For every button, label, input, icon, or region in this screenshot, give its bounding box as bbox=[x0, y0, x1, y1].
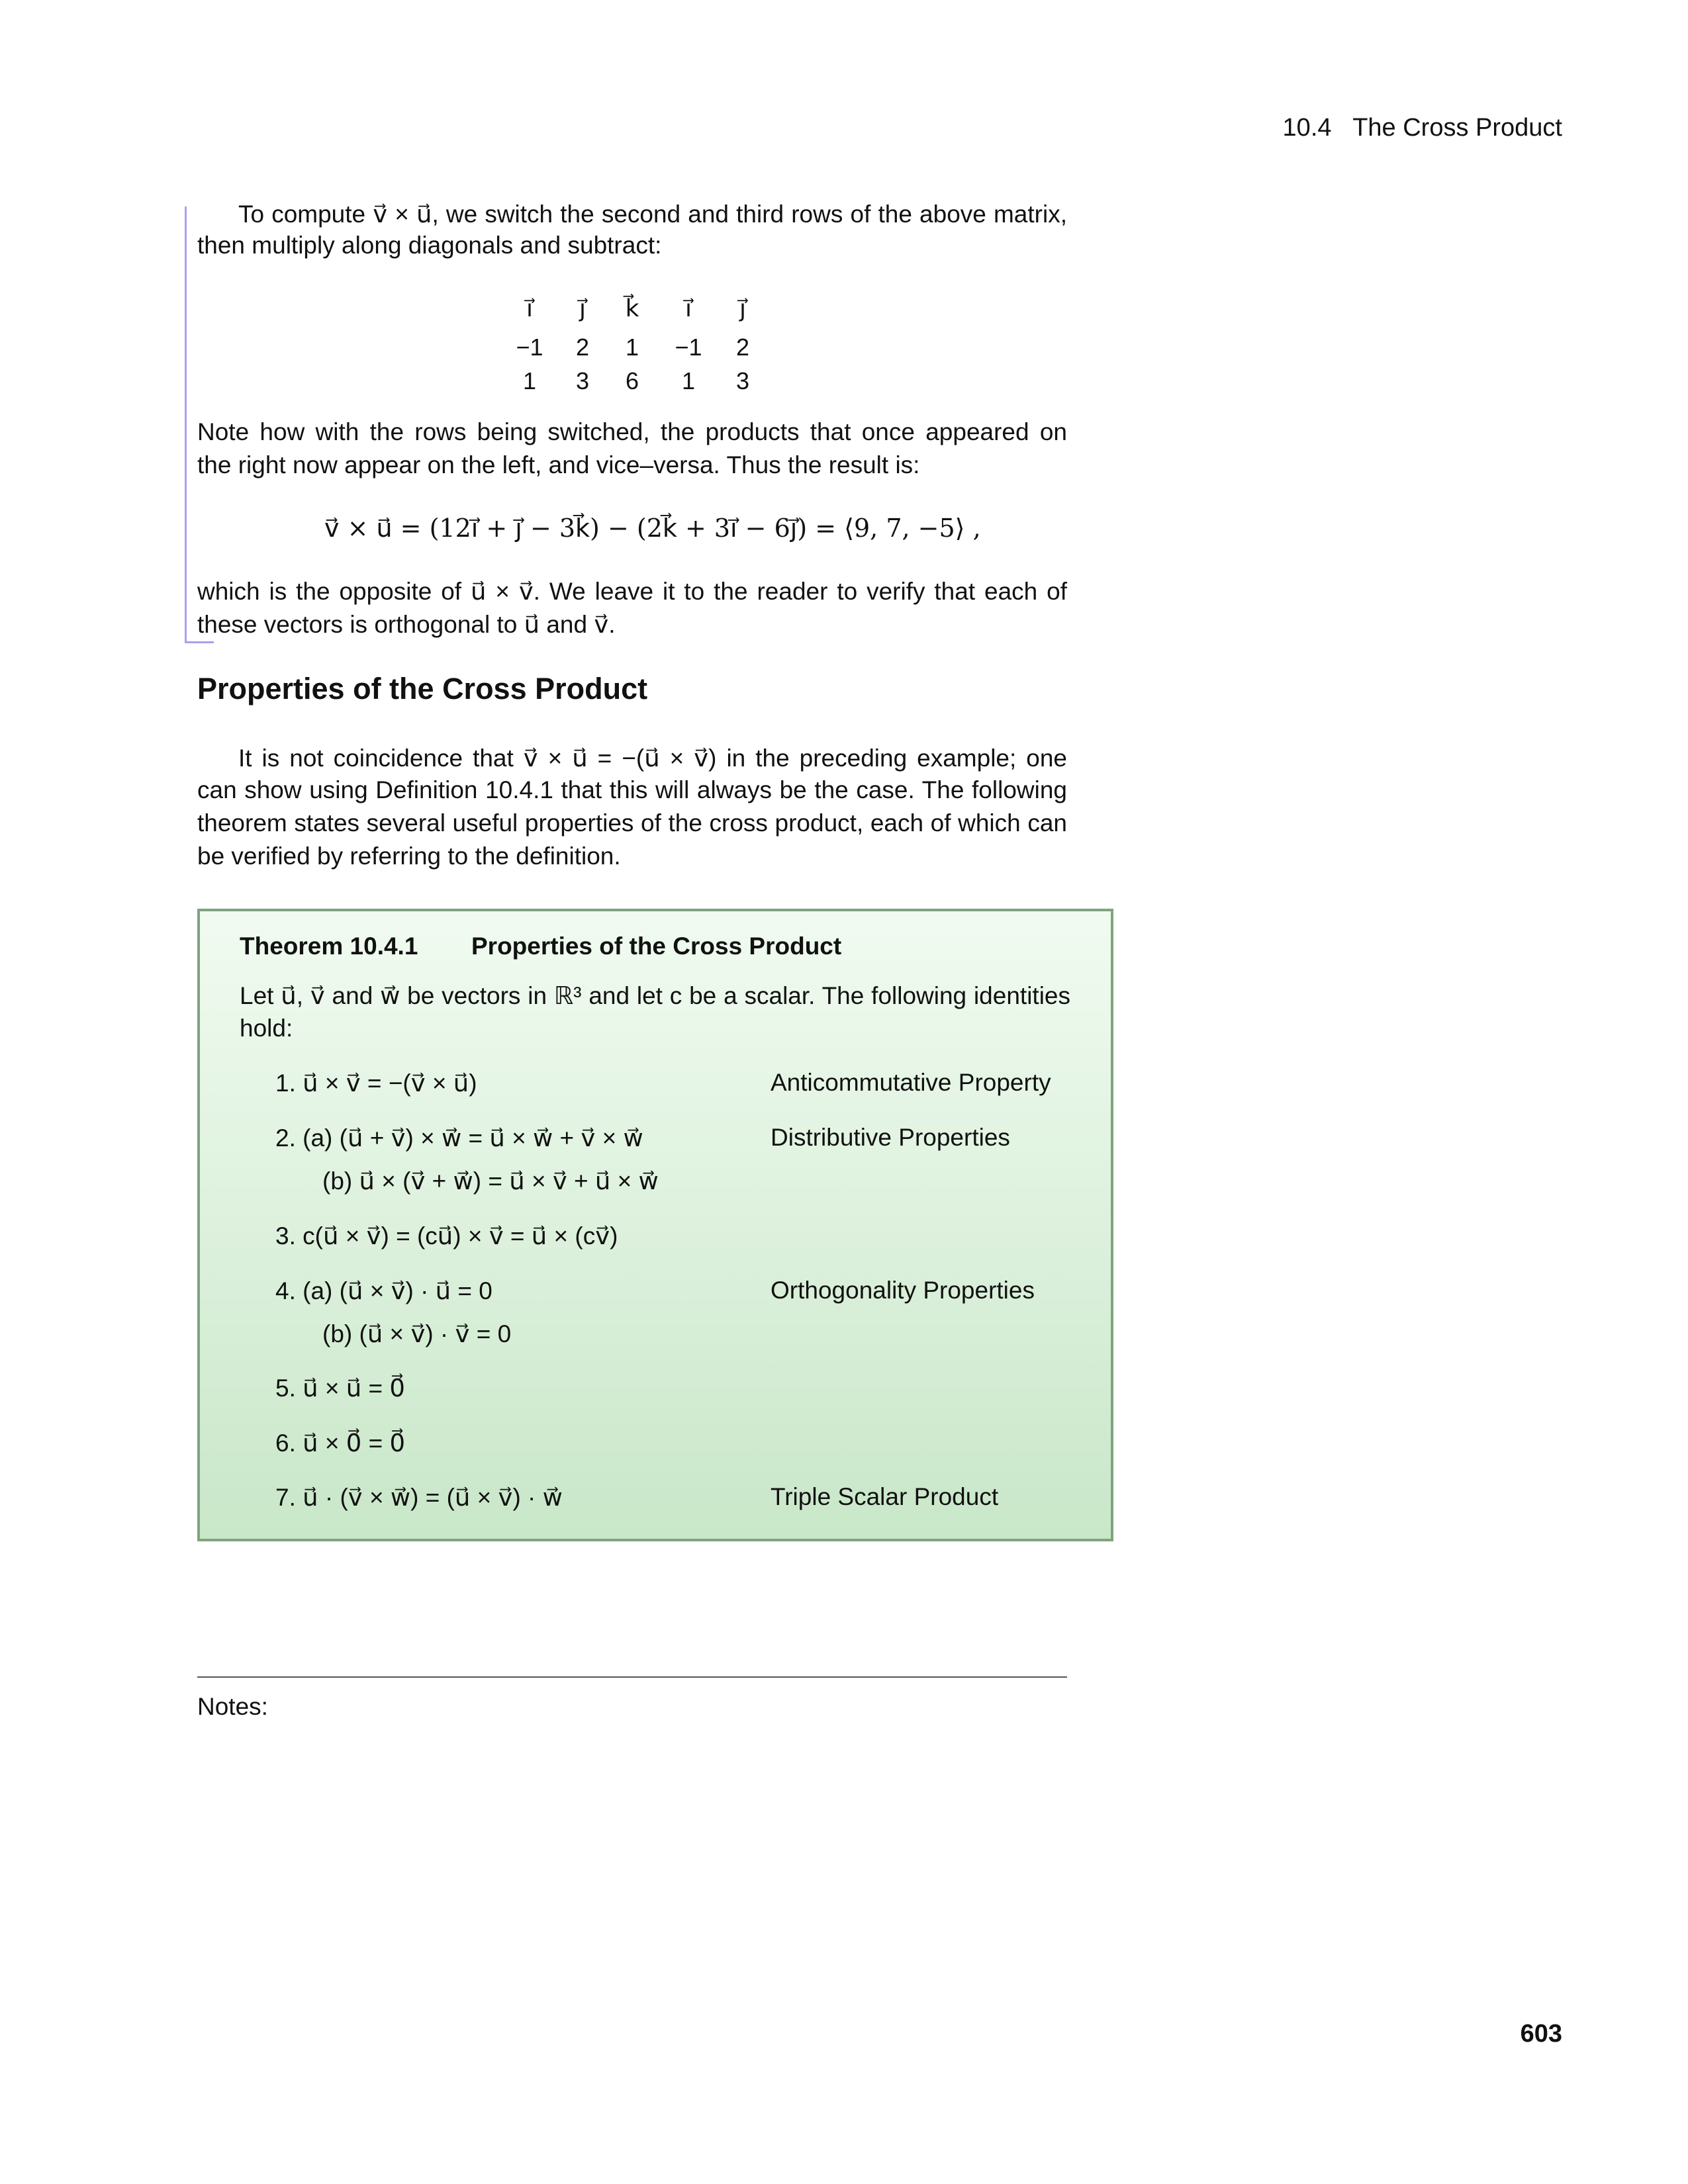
section-title: The Cross Product bbox=[1352, 114, 1562, 142]
property-label: Anticommutative Property bbox=[771, 1069, 1051, 1096]
change-bar-foot bbox=[185, 641, 214, 643]
property-item: (b) (u⃗ × v⃗) · v⃗ = 0 bbox=[322, 1320, 512, 1347]
matrix-cell: j⃗ bbox=[739, 295, 746, 322]
property-label: Distributive Properties bbox=[771, 1124, 1010, 1151]
matrix-cell: 2 bbox=[575, 334, 590, 361]
property-item: 3. c(u⃗ × v⃗) = (cu⃗) × v⃗ = u⃗ × (cv⃗) bbox=[275, 1222, 618, 1250]
notes-label: Notes: bbox=[197, 1693, 268, 1720]
paragraph-line: then multiply along diagonals and subtract: bbox=[197, 232, 662, 259]
notes-divider bbox=[197, 1676, 1067, 1678]
matrix-cell: 1 bbox=[681, 367, 696, 394]
matrix-cell: −1 bbox=[516, 334, 543, 361]
theorem-title: Properties of the Cross Product bbox=[471, 933, 842, 960]
matrix-cell: 1 bbox=[625, 334, 639, 361]
property-item: 7. u⃗ · (v⃗ × w⃗) = (u⃗ × v⃗) · w⃗ bbox=[275, 1484, 563, 1511]
matrix-cell: i⃗ bbox=[526, 295, 533, 322]
matrix-cell: k⃗ bbox=[625, 295, 639, 322]
paragraph-line: which is the opposite of u⃗ × v⃗. We leave it to the reader to verify that each of bbox=[197, 578, 1067, 605]
paragraph-line: can show using Definition 10.4.1 that this will always be the case. The following bbox=[197, 776, 1067, 803]
matrix-cell: 1 bbox=[522, 367, 537, 394]
matrix-cell: 2 bbox=[735, 334, 750, 361]
section-number: 10.4 bbox=[1282, 114, 1332, 142]
page-number: 603 bbox=[1520, 2020, 1562, 2048]
property-label: Orthogonality Properties bbox=[771, 1277, 1035, 1304]
result-equation: v⃗ × u⃗ = (12i⃗ + j⃗ − 3k⃗) − (2k⃗ + 3i⃗ − 6j⃗) = ⟨9, 7, −5⟩ , bbox=[324, 514, 981, 543]
property-label: Triple Scalar Product bbox=[771, 1483, 999, 1510]
property-item: 6. u⃗ × 0⃗ = 0⃗ bbox=[275, 1430, 406, 1457]
matrix-cell: −1 bbox=[675, 334, 702, 361]
matrix-cell: 3 bbox=[735, 367, 750, 394]
change-bar bbox=[185, 206, 187, 643]
property-item: 1. u⃗ × v⃗ = −(v⃗ × u⃗) bbox=[275, 1069, 477, 1097]
property-item: 2. (a) (u⃗ + v⃗) × w⃗ = u⃗ × w⃗ + v⃗ × w⃗ bbox=[275, 1124, 643, 1152]
matrix-cell: j⃗ bbox=[579, 295, 586, 322]
running-header bbox=[1283, 114, 1562, 142]
paragraph-line: these vectors is orthogonal to u⃗ and v⃗. bbox=[197, 611, 616, 638]
theorem-intro: hold: bbox=[240, 1015, 293, 1042]
theorem-number: Theorem 10.4.1 bbox=[240, 933, 418, 960]
theorem-box bbox=[197, 909, 1113, 1541]
paragraph-line: Note how with the rows being switched, the products that once appeared on bbox=[197, 418, 1067, 445]
property-item: 5. u⃗ × u⃗ = 0⃗ bbox=[275, 1375, 405, 1402]
paragraph-line: It is not coincidence that v⃗ × u⃗ = −(u⃗ × v⃗) in the preceding example; one bbox=[238, 745, 1067, 772]
paragraph-line: theorem states several useful properties of the cross product, each of which can bbox=[197, 809, 1067, 837]
paragraph-line: the right now appear on the left, and vice–versa. Thus the result is: bbox=[197, 451, 920, 478]
matrix-cell: 6 bbox=[625, 367, 639, 394]
property-item: 4. (a) (u⃗ × v⃗) · u⃗ = 0 bbox=[275, 1277, 492, 1304]
theorem-intro: Let u⃗, v⃗ and w⃗ be vectors in ℝ³ and let c be a scalar. The following identities bbox=[240, 982, 1070, 1009]
matrix-cell: 3 bbox=[575, 367, 590, 394]
property-item: (b) u⃗ × (v⃗ + w⃗) = u⃗ × v⃗ + u⃗ × w⃗ bbox=[322, 1167, 659, 1195]
paragraph-line: be verified by referring to the definition. bbox=[197, 842, 621, 870]
matrix-cell: i⃗ bbox=[684, 295, 692, 322]
paragraph-line: To compute v⃗ × u⃗, we switch the second and third rows of the above matrix, bbox=[238, 201, 1067, 228]
section-heading: Properties of the Cross Product bbox=[197, 672, 648, 705]
